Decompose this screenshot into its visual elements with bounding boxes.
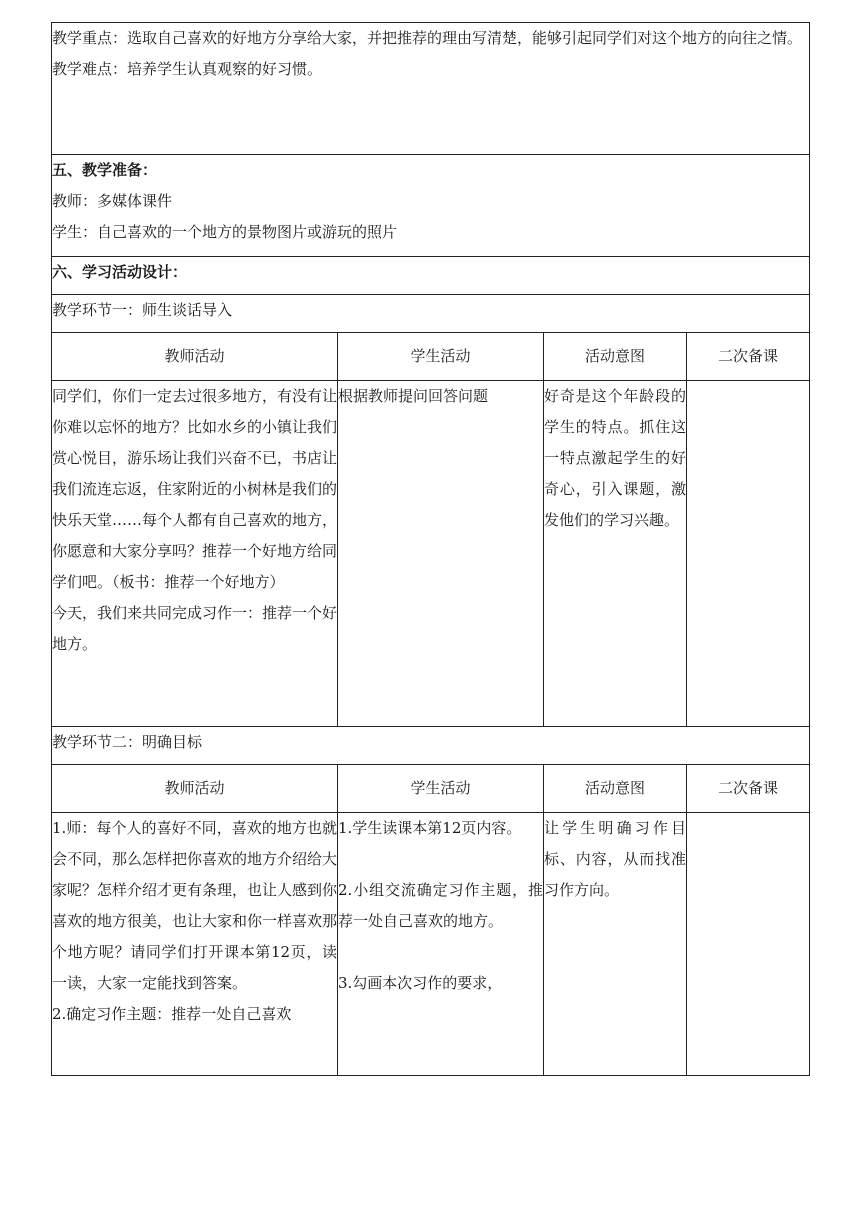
stage2-teacher-line: 2.确定习作主题：推荐一处自己喜欢	[52, 1005, 292, 1023]
spacer	[338, 844, 543, 875]
spacer	[338, 937, 543, 968]
col-second-prep: 二次备课	[687, 333, 810, 381]
key-point: 教学重点：选取自己喜欢的好地方分享给大家，并把推荐的理由写清楚，能够引起同学们对这个地方的向往之情。	[52, 29, 803, 47]
col-teacher-activity: 教师活动	[52, 333, 338, 381]
stage1-intent-text: 好奇是这个年龄段的学生的特点。抓住这一特点激起学生的好奇心，引入课题，激发他们的学习兴趣。	[544, 387, 686, 529]
col-teacher-activity: 教师活动	[52, 765, 338, 813]
preparation-row	[52, 155, 810, 257]
stage2-second-cell	[687, 813, 810, 1076]
stage1-intent-cell	[544, 381, 687, 727]
stage1-teacher-line: 同学们，你们一定去过很多地方，有没有让你难以忘怀的地方？比如水乡的小镇让我们赏心悦目，游乐场让我们兴奋不已，书店让我们流连忘返，住家附近的小树林是我们的快乐天堂……每个人都有自己喜欢的地方，你愿意和大家分享吗？推荐一个好地方给同学们吧。（板书：推荐一个好地方）	[52, 387, 338, 591]
stage2-header-row	[52, 765, 810, 813]
preparation-heading: 五、教学准备：	[52, 161, 158, 179]
col-student-activity: 学生活动	[338, 765, 544, 813]
design-heading: 六、学习活动设计：	[52, 263, 188, 281]
stage2-content-row	[52, 813, 810, 1076]
preparation-teacher: 教师：多媒体课件	[52, 192, 173, 210]
stage2-student-item: 2.小组交流确定习作主题，推荐一处自己喜欢的地方。	[338, 881, 543, 930]
difficult-point: 教学难点：培养学生认真观察的好习惯。	[52, 60, 323, 78]
stage1-title: 教学环节一：师生谈话导入	[52, 301, 233, 319]
stage1-student-text: 根据教师提问回答问题	[338, 387, 489, 405]
stage1-title-row	[52, 295, 810, 333]
design-heading-row	[52, 257, 810, 295]
stage1-second-cell	[687, 381, 810, 727]
stage2-student-item: 3.勾画本次习作的要求，	[338, 974, 503, 992]
stage1-header-row	[52, 333, 810, 381]
lesson-plan-table	[51, 22, 810, 1076]
stage1-teacher-line: 今天，我们来共同完成习作一：推荐一个好地方。	[52, 604, 338, 653]
col-student-activity: 学生活动	[338, 333, 544, 381]
stage2-intent-cell	[544, 813, 687, 1076]
col-second-prep: 二次备课	[687, 765, 810, 813]
stage1-content-row	[52, 381, 810, 727]
stage2-title: 教学环节二：明确目标	[52, 733, 203, 751]
stage2-student-cell	[338, 813, 544, 1076]
focus-row	[52, 23, 810, 155]
col-activity-intent: 活动意图	[544, 333, 687, 381]
stage2-intent-text: 让学生明确习作目标、内容，从而找准习作方向。	[544, 819, 686, 899]
stage1-student-cell	[338, 381, 544, 727]
preparation-student: 学生：自己喜欢的一个地方的景物图片或游玩的照片	[52, 223, 398, 241]
stage1-teacher-cell	[52, 381, 338, 727]
stage2-teacher-line: 1.师：每个人的喜好不同，喜欢的地方也就会不同，那么怎样把你喜欢的地方介绍给大家呢？怎样介绍才更有条理，也让人感到你喜欢的地方很美，也让大家和你一样喜欢那个地方呢？请同学们打开课本第12页，读一读，大家一定能找到答案。	[52, 819, 338, 992]
stage2-title-row	[52, 727, 810, 765]
stage2-teacher-cell	[52, 813, 338, 1076]
stage2-student-item: 1.学生读课本第12页内容。	[338, 819, 522, 837]
col-activity-intent: 活动意图	[544, 765, 687, 813]
